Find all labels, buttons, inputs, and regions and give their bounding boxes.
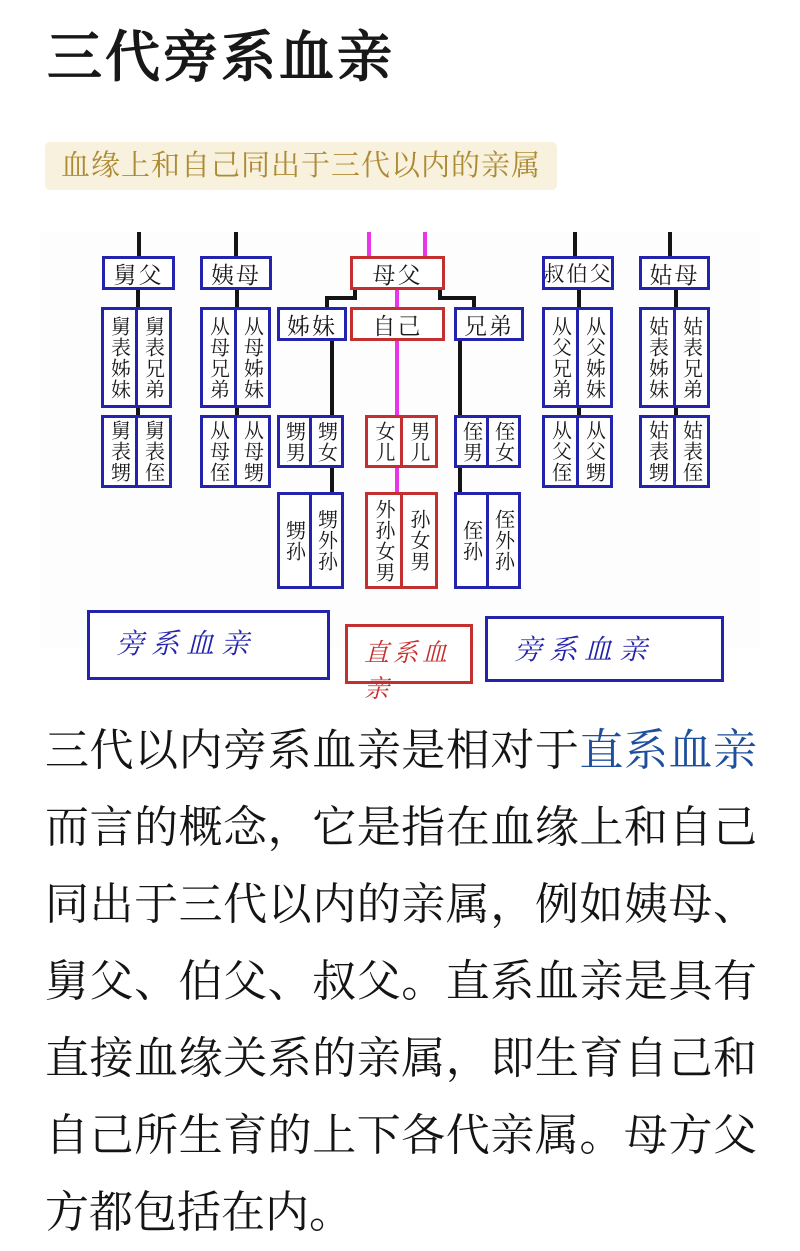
box-sheng-sun: 甥孙	[277, 492, 312, 589]
box-gubiao-sisters: 姑表姊妹	[639, 307, 676, 408]
box-maternal-uncle: 舅父	[102, 256, 175, 290]
box-zhi-nv: 侄女	[486, 415, 521, 468]
subtitle-badge: 血缘上和自己同出于三代以内的亲属	[45, 142, 557, 190]
pair-paternal-uncle-cousins	[542, 307, 613, 408]
box-jiubiao-sheng: 舅表甥	[101, 415, 138, 488]
box-sisters: 姊妹	[277, 307, 347, 341]
pair-jiubiao-nephews	[101, 415, 172, 488]
box-sun-nvnan: 孙女男	[400, 492, 438, 589]
kinship-diagram	[40, 232, 760, 703]
box-congfu-zhi: 从父侄	[542, 415, 579, 488]
box-paternal-aunt: 姑母	[639, 256, 710, 290]
box-gubiao-brothers: 姑表兄弟	[673, 307, 710, 408]
box-waisun-nvnan: 外孙女男	[365, 492, 403, 589]
box-maternal-aunt: 姨母	[200, 256, 272, 290]
page-title: 三代旁系血亲	[47, 26, 396, 88]
legend-direct: 直系血亲	[345, 624, 473, 684]
box-daughter: 女儿	[365, 415, 403, 468]
box-congfu-brothers: 从父兄弟	[542, 307, 579, 408]
pair-maternal-aunt-cousins	[200, 307, 271, 408]
pair-sheng-grandchildren	[277, 492, 344, 589]
legend-collateral-right: 旁系血亲	[485, 616, 724, 682]
box-sheng-nv: 甥女	[309, 415, 344, 468]
box-gubiao-zhi: 姑表侄	[673, 415, 710, 488]
box-parents: 母父	[350, 256, 445, 290]
pair-congmu-nephews	[200, 415, 271, 488]
box-brothers: 兄弟	[454, 307, 524, 341]
box-jiubiao-sisters: 舅表姊妹	[101, 307, 138, 408]
box-self: 自己	[350, 307, 445, 341]
box-jiubiao-zhi: 舅表侄	[135, 415, 172, 488]
box-zhi-nan: 侄男	[454, 415, 489, 468]
box-sheng-waisun: 甥外孙	[309, 492, 344, 589]
box-zhi-waisun: 侄外孙	[486, 492, 521, 589]
legend-collateral-left: 旁系血亲	[87, 610, 330, 680]
pair-own-grandchildren	[365, 492, 438, 589]
pair-own-children	[365, 415, 438, 468]
article-text-after-link: 而言的概念，它是指在血缘上和自己同出于三代以内的亲属，例如姨母、舅父、伯父、叔父。直系血亲是具有直接血缘关系的亲属，即生育自己和自己所生育的上下各代亲属。母方父方都包括在内。	[45, 803, 757, 1237]
box-jiubiao-brothers: 舅表兄弟	[135, 307, 172, 408]
box-congmu-brothers: 从母兄弟	[200, 307, 237, 408]
box-paternal-uncle: 叔伯父	[542, 256, 614, 290]
box-congmu-sisters: 从母姊妹	[234, 307, 271, 408]
box-zhi-sun: 侄孙	[454, 492, 489, 589]
pair-gubiao-nephews	[639, 415, 710, 488]
article-text-before-link: 三代以内旁系血亲是相对于	[45, 726, 580, 775]
box-sheng-nan: 甥男	[277, 415, 312, 468]
box-congfu-sisters: 从父姊妹	[576, 307, 613, 408]
box-congmu-zhi: 从母侄	[200, 415, 237, 488]
pair-zhi-grandchildren	[454, 492, 521, 589]
pair-congfu-nephews	[542, 415, 613, 488]
article-paragraph	[45, 712, 757, 1251]
pair-sister-children	[277, 415, 344, 468]
box-congmu-sheng: 从母甥	[234, 415, 271, 488]
pair-maternal-uncle-cousins	[101, 307, 172, 408]
pair-brother-children	[454, 415, 521, 468]
pair-paternal-aunt-cousins	[639, 307, 710, 408]
box-son: 男儿	[400, 415, 438, 468]
direct-blood-relatives-link[interactable]: 直系血亲	[579, 726, 758, 775]
box-gubiao-sheng: 姑表甥	[639, 415, 676, 488]
box-congfu-sheng: 从父甥	[576, 415, 613, 488]
